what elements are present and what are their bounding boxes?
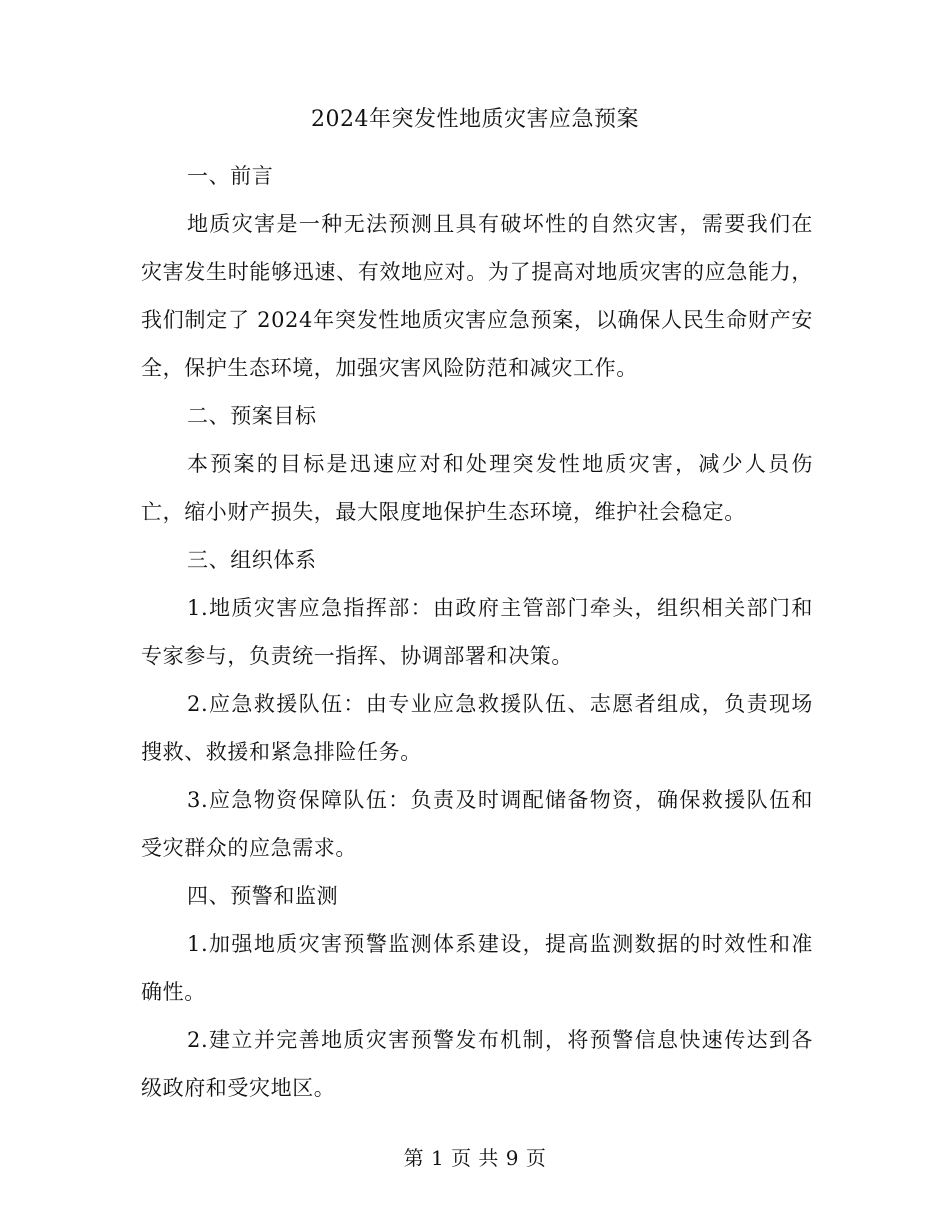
paragraph-organization-3: 3.应急物资保障队伍：负责及时调配储备物资，确保救援队伍和受灾群众的应急需求。 <box>141 788 813 860</box>
paragraph-organization-2: 2.应急救援队伍：由专业应急救援队伍、志愿者组成，负责现场搜救、救援和紧急排险任务。 <box>141 692 813 764</box>
paragraph-preface: 地质灾害是一种无法预测且具有破坏性的自然灾害，需要我们在灾害发生时能够迅速、有效地应对。为了提高对地质灾害的应急能力，我们制定了 2024年突发性地质灾害应急预案，以确保人民生命财产安全，保护生态环境，加强灾害风险防范和减灾工作。 <box>141 212 813 380</box>
page-number-footer: 第 1 页 共 9 页 <box>403 1146 547 1170</box>
section-heading-warning: 四、预警和监测 <box>187 884 339 908</box>
section-heading-goals: 二、预案目标 <box>187 404 317 428</box>
paragraph-goals: 本预案的目标是迅速应对和处理突发性地质灾害，减少人员伤亡，缩小财产损失，最大限度地保护生态环境，维护社会稳定。 <box>141 452 813 524</box>
section-heading-preface: 一、前言 <box>187 164 274 188</box>
section-heading-organization: 三、组织体系 <box>187 548 317 572</box>
document-body <box>141 152 813 1112</box>
paragraph-organization-1: 1.地质灾害应急指挥部：由政府主管部门牵头，组织相关部门和专家参与，负责统一指挥、协调部署和决策。 <box>141 596 813 668</box>
paragraph-warning-2: 2.建立并完善地质灾害预警发布机制，将预警信息快速传达到各级政府和受灾地区。 <box>141 1028 813 1100</box>
document-title: 2024年突发性地质灾害应急预案 <box>311 107 639 132</box>
paragraph-warning-1: 1.加强地质灾害预警监测体系建设，提高监测数据的时效性和准确性。 <box>141 932 813 1004</box>
